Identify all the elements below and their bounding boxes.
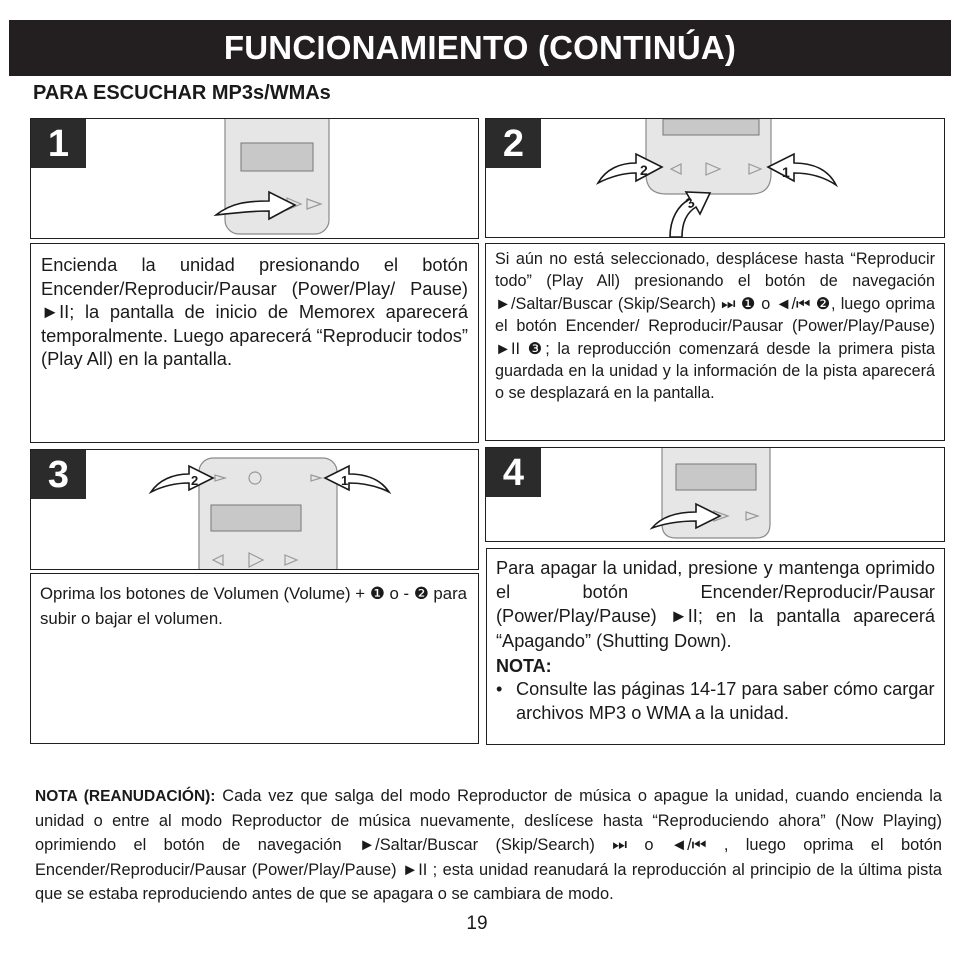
resume-note [35, 784, 942, 906]
step-1-illustration-panel [30, 118, 479, 239]
step-4-illustration-panel [485, 447, 945, 542]
page-title: FUNCIONAMIENTO (CONTINÚA) [223, 29, 737, 66]
step-4-text: Para apagar la unidad, presione y mantenga oprimido el botón Encender/Reproducir/Pausar (Power/Play/Pause) ►II; en la pantalla aparecerá “Apagando” (Shutting Down). [496, 558, 935, 651]
callout-3: 3 [682, 193, 698, 212]
step-3-text: Oprima los botones de Volumen (Volume) + ❶ o - ❷ para subir o bajar el volumen. [40, 584, 467, 628]
device-body [662, 448, 770, 538]
resume-note-text: Cada vez que salga del modo Reproductor de música o apague la unidad, cuando encienda la unidad o entre al modo Reproductor de música nuevamente, deslícese hasta “Reproduciendo ahora” (Now Playing) oprimiendo el botón de navegación ►/Saltar/Buscar (Skip/Search) ⏭ o ◄/⏮ , luego oprima el botón Encender/Reproducir/Pausar (Power/Play/Pause) ►II ; esta unidad reanudará la reproducción al principio de la última pista que se estaba reproduciendo antes de que se apagara o se cambiara de modo. [35, 787, 942, 903]
section-title: PARA ESCUCHAR MP3s/WMAs [33, 82, 331, 104]
nota-label: NOTA: [496, 655, 552, 676]
callout-2: 2 [191, 473, 199, 488]
step-3-illustration-panel [30, 449, 479, 570]
arrow-pointer-icon [768, 154, 836, 185]
device-screen [676, 464, 756, 490]
device-illustration [141, 450, 401, 570]
callout-1: 1 [782, 164, 790, 180]
step-1-badge: 1 [31, 119, 86, 168]
step-4-badge: 4 [486, 448, 541, 497]
device-body [225, 119, 329, 234]
nota-list-item [487, 677, 944, 725]
step-1-text-box [30, 243, 479, 443]
device-screen [241, 143, 313, 171]
step-3-text-box [30, 573, 479, 744]
resume-note-label: NOTA (REANUDACIÓN): [35, 788, 216, 805]
device-illustration [636, 448, 796, 542]
step-3-badge: 3 [31, 450, 86, 499]
device-illustration [586, 119, 846, 238]
step-2-text: Si aún no está seleccionado, desplácese hasta “Reproducir todo” (Play All) presionando el botón de navegación ►/Saltar/Buscar (Skip/Search) ⏭ ❶ o ◄/⏮ ❷, luego oprima el botón Encender/ Reproducir/Pausar (Power/Play/Pause) ►II ❸; la reproducción comenzará desde la primera pista guardada en la unidad y la información de la pista aparecerá o se desplazará en la pantalla. [495, 250, 935, 403]
step-2-text-box [485, 243, 945, 441]
callout-2: 2 [640, 162, 648, 178]
step-1-text: Encienda la unidad presionando el botón Encender/Reproducir/Pausar (Power/Play/ Pause) ►II; la pantalla de inicio de Memorex aparecerá temporalmente. Luego aparecerá “Reproducir todos” (Play All) en la pantalla. [41, 254, 468, 369]
bullet: • [496, 678, 503, 699]
callout-1: 1 [341, 473, 349, 488]
device-screen [211, 505, 301, 531]
page-number: 19 [466, 913, 488, 934]
nota-item-text: Consulte las páginas 14-17 para saber cómo cargar archivos MP3 o WMA a la unidad. [516, 678, 935, 724]
step-2-illustration-panel [485, 118, 945, 238]
device-screen [663, 119, 759, 135]
step-4-text-box [486, 548, 945, 745]
step-2-badge: 2 [486, 119, 541, 168]
device-illustration [191, 119, 371, 239]
